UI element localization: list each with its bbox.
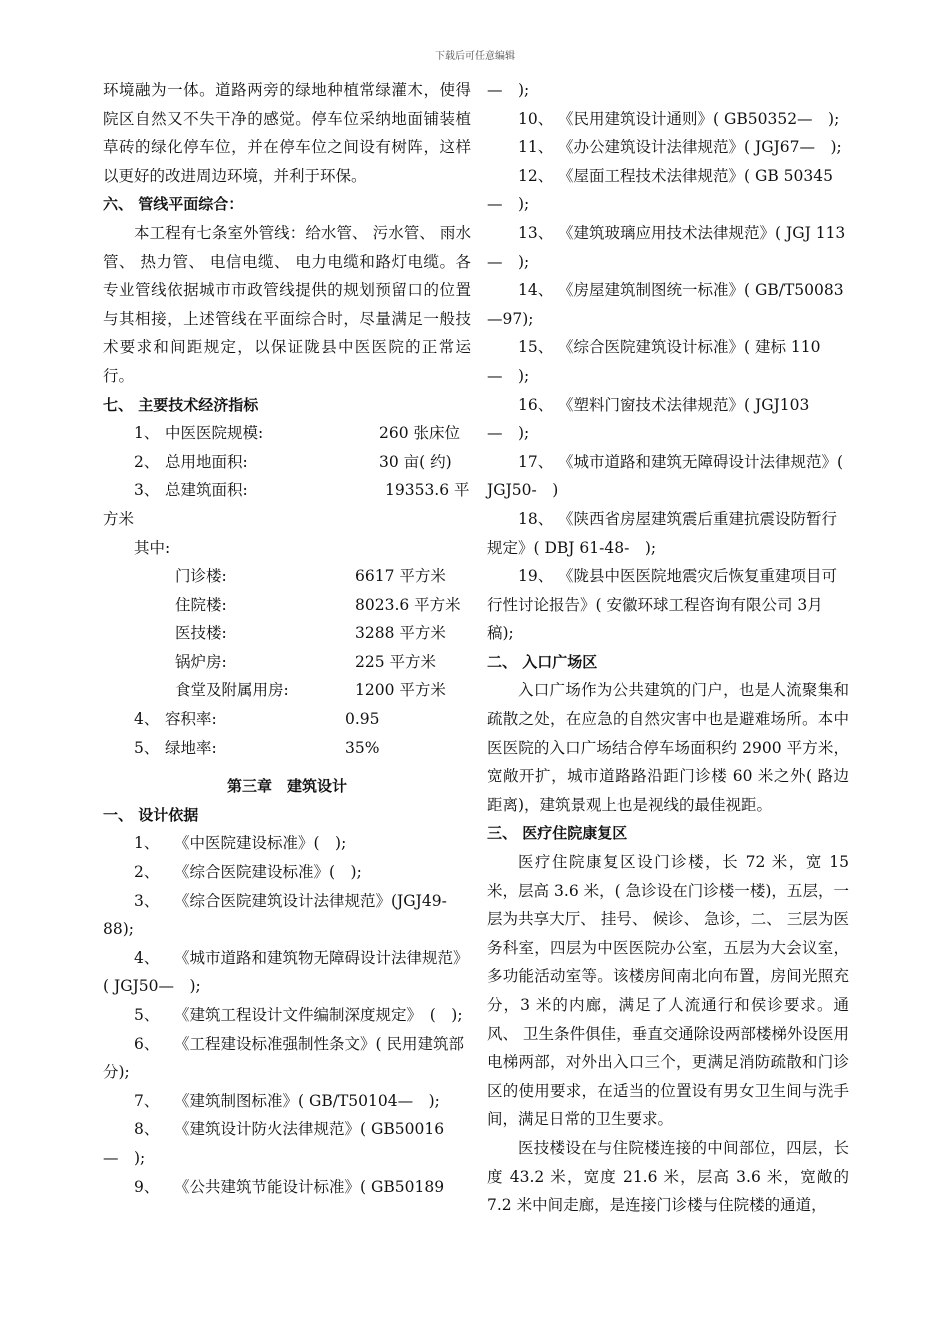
qizhong-label: 其中: xyxy=(134,538,171,557)
sub-indicator-value: 3288 平方米 xyxy=(355,624,446,643)
reference-number: 11、 xyxy=(518,138,554,157)
reference-item xyxy=(487,162,849,219)
sub-indicator-value: 1200 平方米 xyxy=(355,681,446,700)
section-2-heading: 二、 入口广场区 xyxy=(487,652,598,671)
sub-indicator-row xyxy=(103,591,471,620)
indicator-number: 1、 xyxy=(134,424,160,443)
reference-text: 《建筑制图标准》( GB/T50104— ); xyxy=(174,1091,440,1110)
reference-text: 《综合医院建设标准》( ); xyxy=(174,863,362,882)
section-3-heading: 三、 医疗住院康复区 xyxy=(487,824,628,843)
reference-number: 4、 xyxy=(134,948,160,967)
reference-number: 15、 xyxy=(518,338,554,357)
reference-item xyxy=(487,448,849,505)
indicator-continuation: 方米 xyxy=(103,509,135,528)
reference-continuation: — ); xyxy=(487,81,530,99)
sub-indicator-row xyxy=(103,648,471,677)
sub-indicator-label: 锅炉房: xyxy=(175,652,227,671)
reference-text: 《陕西省房屋建筑震后重建抗震设防暂行规定》( DBJ 61-48- ); xyxy=(487,509,838,557)
reference-number: 12、 xyxy=(518,166,554,185)
sub-indicator-label: 食堂及附属用房: xyxy=(175,681,289,700)
reference-text: 《塑料门窗技术法律规范》( JGJ103— ); xyxy=(487,395,810,443)
reference-number: 1、 xyxy=(134,834,160,853)
indicator-row xyxy=(103,734,471,763)
indicator-value: 0.95 xyxy=(345,710,380,729)
section-2-paragraph: 入口广场作为公共建筑的门户，也是人流聚集和疏散之处，在应急的自然灾害中也是避难场所。本中医医院的入口广场结合停车场面积约 2900 平方米，宽敞开扩，城市道路路沿距门诊楼 60 米之外( 路边距离)，建筑景观上也是视线的最佳视距。 xyxy=(487,681,849,814)
indicator-label: 容积率: xyxy=(165,710,217,729)
reference-number: 17、 xyxy=(518,452,554,471)
reference-item xyxy=(103,1030,471,1087)
reference-item xyxy=(487,333,849,390)
indicator-number: 3、 xyxy=(134,481,160,500)
reference-number: 9、 xyxy=(134,1177,160,1196)
reference-item xyxy=(103,1115,471,1172)
reference-number: 2、 xyxy=(134,863,160,882)
indicator-row xyxy=(103,476,471,505)
reference-item xyxy=(103,1001,471,1030)
indicator-label: 绿地率: xyxy=(165,738,217,757)
indicator-value: 19353.6 平 xyxy=(385,481,470,500)
indicator-value: 260 张床位 xyxy=(379,424,461,443)
reference-text: 《中医院建设标准》( ); xyxy=(174,834,347,853)
reference-text: 《办公建筑设计法律规范》( JGJ67— ); xyxy=(558,138,842,157)
indicator-row xyxy=(103,705,471,734)
reference-text: 《公共建筑节能设计标准》( GB50189 xyxy=(174,1177,445,1196)
reference-text: 《陇县中医医院地震灾后恢复重建项目可行性讨论报告》( 安徽环球工程咨询有限公司 3月稿); xyxy=(487,567,838,643)
reference-number: 7、 xyxy=(134,1091,160,1110)
reference-item xyxy=(103,1173,471,1202)
reference-item xyxy=(103,944,471,1001)
reference-item xyxy=(103,829,471,858)
sub-indicator-label: 医技楼: xyxy=(175,624,227,643)
reference-item xyxy=(487,391,849,448)
right-column xyxy=(487,76,849,1220)
indicator-value: 30 亩( 约) xyxy=(379,452,452,471)
section-7-heading: 七、 主要技术经济指标 xyxy=(103,395,259,414)
reference-text: 《综合医院建筑设计标准》( 建标 110— ); xyxy=(487,338,821,385)
sub-indicator-value: 6617 平方米 xyxy=(355,567,446,586)
indicator-label: 总建筑面积: xyxy=(165,481,248,500)
left-column xyxy=(103,76,471,1201)
indicator-number: 5、 xyxy=(134,738,160,757)
sub-indicator-label: 住院楼: xyxy=(175,595,227,614)
reference-item xyxy=(487,219,849,276)
reference-item xyxy=(487,133,849,162)
reference-number: 10、 xyxy=(518,109,554,128)
reference-text: 《建筑玻璃应用技术法律规范》( JGJ 113— ); xyxy=(487,223,846,271)
reference-text: 《城市道路和建筑无障碍设计法律规范》( JGJ50- ) xyxy=(487,452,844,500)
reference-number: 5、 xyxy=(134,1006,160,1024)
reference-number: 6、 xyxy=(134,1034,160,1053)
indicator-value: 35% xyxy=(345,738,380,757)
indicator-label: 总用地面积: xyxy=(165,452,248,471)
reference-text: 《工程建设标准强制性条文》( 民用建筑部分); xyxy=(103,1034,464,1082)
reference-item xyxy=(103,858,471,887)
reference-item xyxy=(487,105,849,134)
sub-indicator-row xyxy=(103,676,471,705)
reference-text: 《建筑设计防火法律规范》( GB50016— ); xyxy=(103,1120,445,1167)
reference-number: 14、 xyxy=(518,281,554,300)
reference-number: 3、 xyxy=(134,891,160,910)
reference-text: 《民用建筑设计通则》( GB50352— ); xyxy=(558,109,840,128)
reference-text: 《建筑工程设计文件编制深度规定》 ( ); xyxy=(174,1006,463,1024)
indicator-row xyxy=(103,448,471,477)
sub-indicator-row xyxy=(103,562,471,591)
reference-item xyxy=(487,562,849,648)
reference-text: 《综合医院建筑设计法律规范》(JGJ49-88); xyxy=(103,891,447,939)
intro-paragraph: 环境融为一体。道路两旁的绿地种植常绿灌木，使得院区自然又不失干净的感觉。停车位采纳地面铺装植草砖的绿化停车位，并在停车位之间设有树阵，这样以更好的改进周边环境，并利于环保。 xyxy=(103,81,471,185)
reference-text: 《屋面工程技术法律规范》( GB 50345— ); xyxy=(487,166,833,214)
reference-item xyxy=(487,505,849,562)
chapter-title: 第三章 建筑设计 xyxy=(226,777,347,796)
reference-text: 《城市道路和建筑物无障碍设计法律规范》( JGJ50— ); xyxy=(103,948,469,996)
sub-indicator-value: 225 平方米 xyxy=(355,652,437,671)
reference-number: 19、 xyxy=(518,567,554,586)
indicator-number: 4、 xyxy=(134,710,160,729)
section-3-paragraph-1: 医疗住院康复区设门诊楼，长 72 米，宽 15 米，层高 3.6 米，( 急诊设在门诊楼一楼)，五层，一层为共享大厅、 挂号、 候诊、 急诊，二、 三层为医务科室，四层为中医医院办公室，五层为大会议室，多功能活动室等。该楼房间南北向布置，房间光照充分，3 米的内廊，满足了人流通行和侯诊要求。通风、 卫生条件俱佳，垂直交通除设两部楼梯外设医用电梯两部，对外出入口三个，更满足消防疏散和门诊区的使用要求，在适当的位置设有男女卫生间与洗手间，满足日常的卫生要求。 xyxy=(487,853,849,1129)
page-header: 下载后可任意编辑 xyxy=(435,51,515,62)
reference-text: 《房屋建筑制图统一标准》( GB/T50083—97); xyxy=(487,281,844,328)
section-1-heading: 一、 设计依据 xyxy=(103,805,199,824)
reference-number: 18、 xyxy=(518,509,554,528)
reference-item xyxy=(103,887,471,944)
reference-number: 8、 xyxy=(134,1120,160,1139)
indicator-label: 中医医院规模: xyxy=(165,424,264,443)
section-6-heading: 六、 管线平面综合： xyxy=(103,195,244,214)
reference-item xyxy=(487,276,849,333)
section-6-paragraph: 本工程有七条室外管线：给水管、 污水管、 雨水管、 热力管、 电信电缆、 电力电缆和路灯电缆。各专业管线依据城市市政管线提供的规划预留口的位置与其相接，上述管线在平面综合时，尽量满足一般技术要求和间距规定，以保证陇县中医医院的正常运行。 xyxy=(103,223,471,385)
sub-indicator-value: 8023.6 平方米 xyxy=(355,595,461,614)
sub-indicator-row xyxy=(103,619,471,648)
reference-item xyxy=(103,1087,471,1116)
reference-number: 13、 xyxy=(518,223,554,242)
sub-indicator-label: 门诊楼: xyxy=(175,567,227,586)
section-3-paragraph-2: 医技楼设在与住院楼连接的中间部位，四层，长度 43.2 米，宽度 21.6 米，层高 3.6 米，宽敞的 7.2 米中间走廊，是连接门诊楼与住院楼的通道， xyxy=(487,1138,849,1215)
indicator-number: 2、 xyxy=(134,452,160,471)
indicator-row xyxy=(103,419,471,448)
reference-number: 16、 xyxy=(518,395,554,414)
